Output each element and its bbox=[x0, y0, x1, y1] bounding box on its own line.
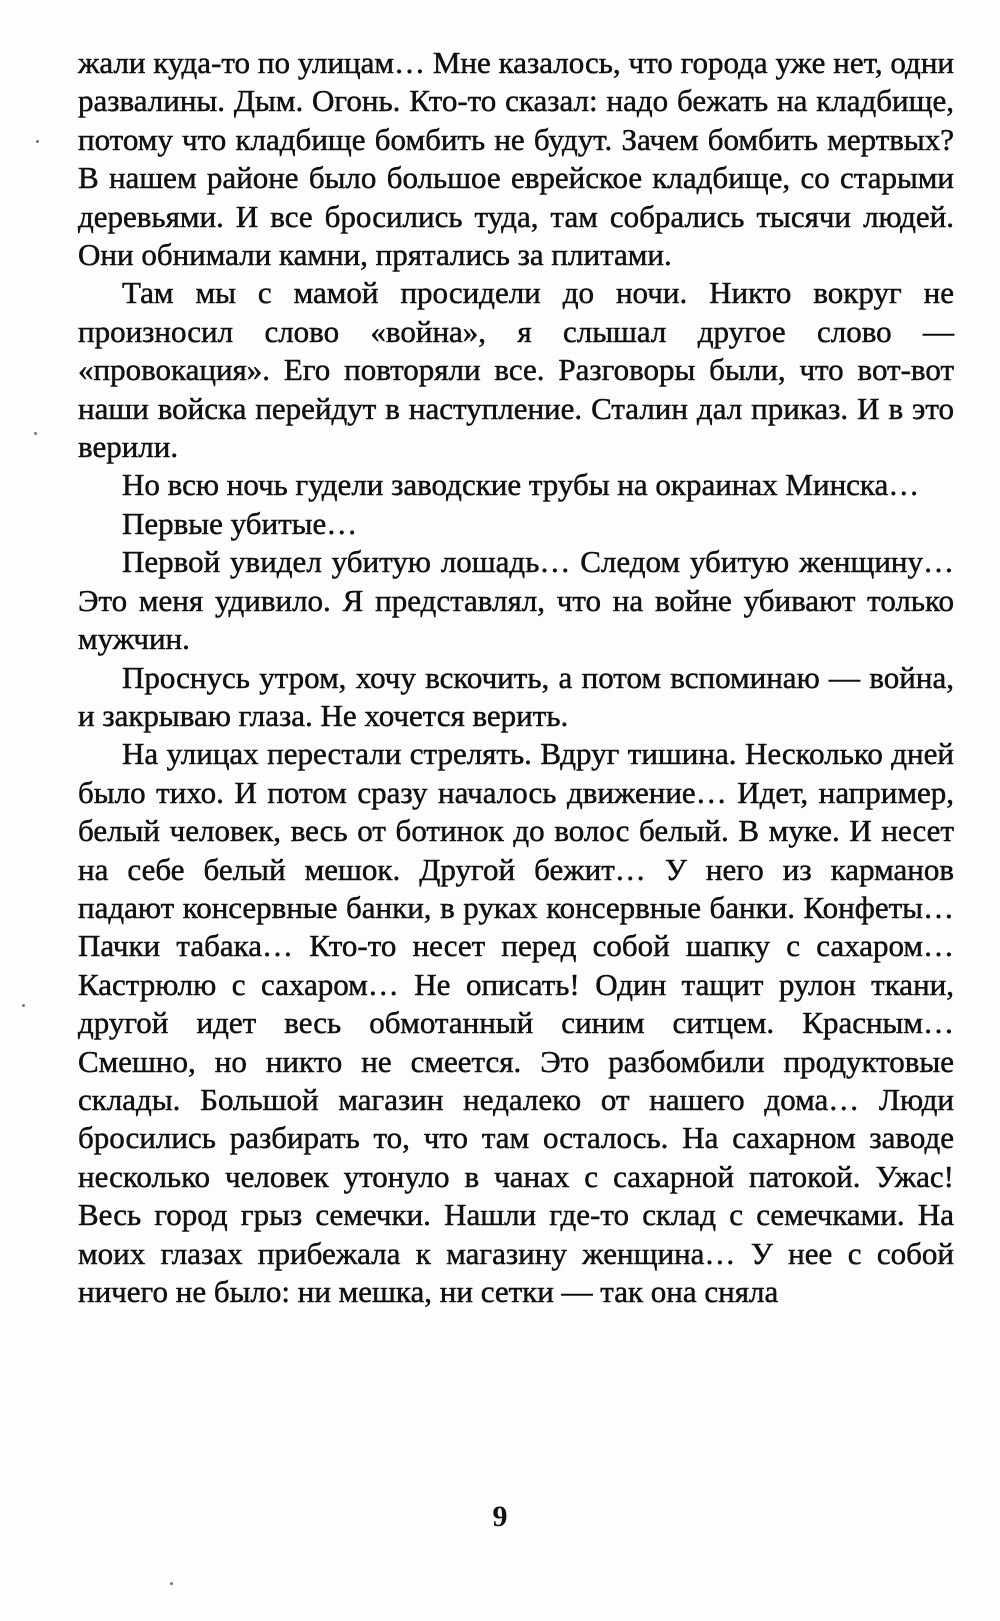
paragraph-6: Проснусь утром, хочу вскочить, а потом вспоминаю — война, и закрываю глаза. Не хочется верить. bbox=[78, 659, 954, 733]
scan-speck bbox=[36, 140, 39, 143]
paragraph-2: Там мы с мамой просидели до ночи. Никто вокруг не произносил слово «война», я слышал другое слово — «провокация». Его повторяли все. Разговоры были, что вот-вот наши войска перейдут в наступление. Сталин дал приказ. И в это верили. bbox=[78, 275, 954, 465]
scan-speck bbox=[34, 432, 37, 435]
page-number: 9 bbox=[492, 1500, 508, 1533]
body-text bbox=[78, 44, 954, 1311]
paragraph-4: Первые убитые… bbox=[122, 505, 358, 541]
paragraph-1: жали куда-то по улицам… Мне казалось, что города уже нет, одни развалины. Дым. Огонь. Кто-то сказал: надо бежать на кладбище, потому что кладбище бомбить не будут. Зачем бомбить мертвых? В нашем районе было большое еврейское кладбище, со старыми деревьями. И все бросились туда, там собрались тысячи людей. Они обнимали камни, прятались за плитами. bbox=[78, 45, 954, 273]
paragraph-3: Но всю ночь гудели заводские трубы на окраинах Минска… bbox=[122, 467, 920, 503]
scan-speck bbox=[170, 1582, 173, 1585]
scan-speck bbox=[22, 1004, 25, 1007]
paragraph-7: На улицах перестали стрелять. Вдруг тишина. Несколько дней было тихо. И потом сразу началось движение… Идет, например, белый человек, весь от ботинок до волос белый. В муке. И несет на себе белый мешок. Другой бежит… У него из карманов падают консервные банки, в руках консервные банки. Конфеты… Пачки табака… Кто-то несет перед собой шапку с сахаром… Кастрюлю с сахаром… Не описать! Один тащит рулон ткани, другой идет весь обмотанный синим ситцем. Красным… Смешно, но никто не смеется. Это разбомбили продуктовые склады. Большой магазин недалеко от нашего дома… Люди бросились разбирать то, что там осталось. На сахарном заводе несколько человек утонуло в чанах с сахарной патокой. Ужас! Весь город грыз семечки. Нашли где-то склад с семечками. На моих глазах прибежала к магазину женщина… У нее с собой ничего не было: ни мешка, ни сетки — так она сняла bbox=[78, 736, 954, 1309]
paragraph-5: Первой увидел убитую лошадь… Следом убитую женщину… Это меня удивило. Я представлял, что на войне убивают только мужчин. bbox=[78, 544, 954, 657]
